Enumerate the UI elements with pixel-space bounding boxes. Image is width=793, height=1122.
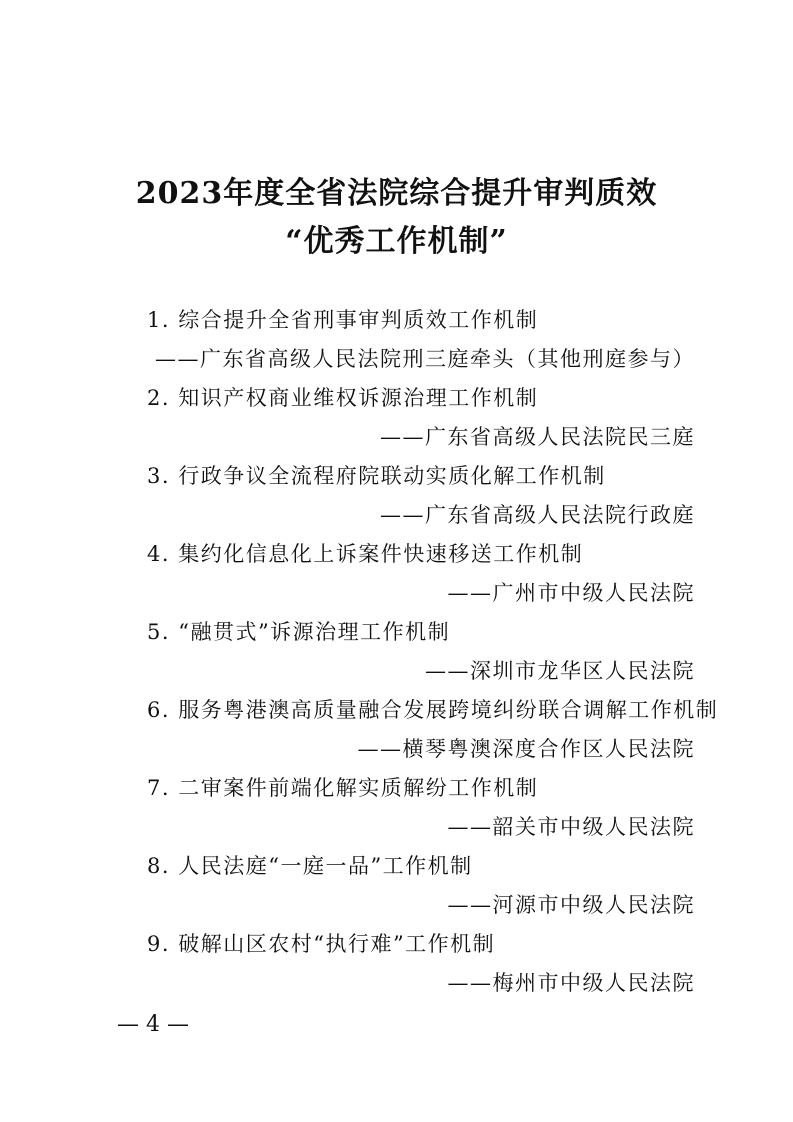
item-title: 8. 人民法庭“一庭一品”工作机制: [147, 854, 473, 878]
item-title: 2. 知识产权商业维权诉源治理工作机制: [147, 386, 539, 410]
item-organization: ——广东省高级人民法院民三庭: [380, 425, 695, 449]
mechanism-list: [147, 301, 719, 1003]
document-title: [0, 170, 793, 266]
list-item: [147, 925, 695, 1003]
page-number: — 4 —: [117, 1012, 189, 1037]
item-title: 5. “融贯式”诉源治理工作机制: [147, 620, 451, 644]
item-title: 3. 行政争议全流程府院联动实质化解工作机制: [147, 464, 606, 488]
item-organization: ——梅州市中级人民法院: [447, 971, 695, 995]
title-line-2: “优秀工作机制”: [285, 224, 508, 259]
item-organization: ——广东省高级人民法院刑三庭牵头（其他刑庭参与）: [155, 347, 695, 371]
list-item: [147, 379, 695, 457]
item-title: 4. 集约化信息化上诉案件快速移送工作机制: [147, 542, 584, 566]
item-title: 7. 二审案件前端化解实质解纷工作机制: [147, 776, 539, 800]
list-item: [147, 613, 695, 691]
list-item: [147, 691, 719, 769]
item-title: 1. 综合提升全省刑事审判质效工作机制: [147, 308, 539, 332]
item-organization: ——横琴粤澳深度合作区人民法院: [357, 737, 695, 761]
item-organization: ——韶关市中级人民法院: [447, 815, 695, 839]
item-organization: ——深圳市龙华区人民法院: [425, 659, 695, 683]
item-organization: ——河源市中级人民法院: [447, 893, 695, 917]
item-organization: ——广东省高级人民法院行政庭: [380, 503, 695, 527]
list-item: [147, 769, 695, 847]
list-item: [147, 847, 695, 925]
list-item: [147, 301, 695, 379]
item-title: 6. 服务粤港澳高质量融合发展跨境纠纷联合调解工作机制: [147, 698, 719, 722]
list-item: [147, 457, 695, 535]
list-item: [147, 535, 695, 613]
item-organization: ——广州市中级人民法院: [447, 581, 695, 605]
item-title: 9. 破解山区农村“执行难”工作机制: [147, 932, 496, 956]
title-line-1: 2023年度全省法院综合提升审判质效: [135, 176, 658, 211]
